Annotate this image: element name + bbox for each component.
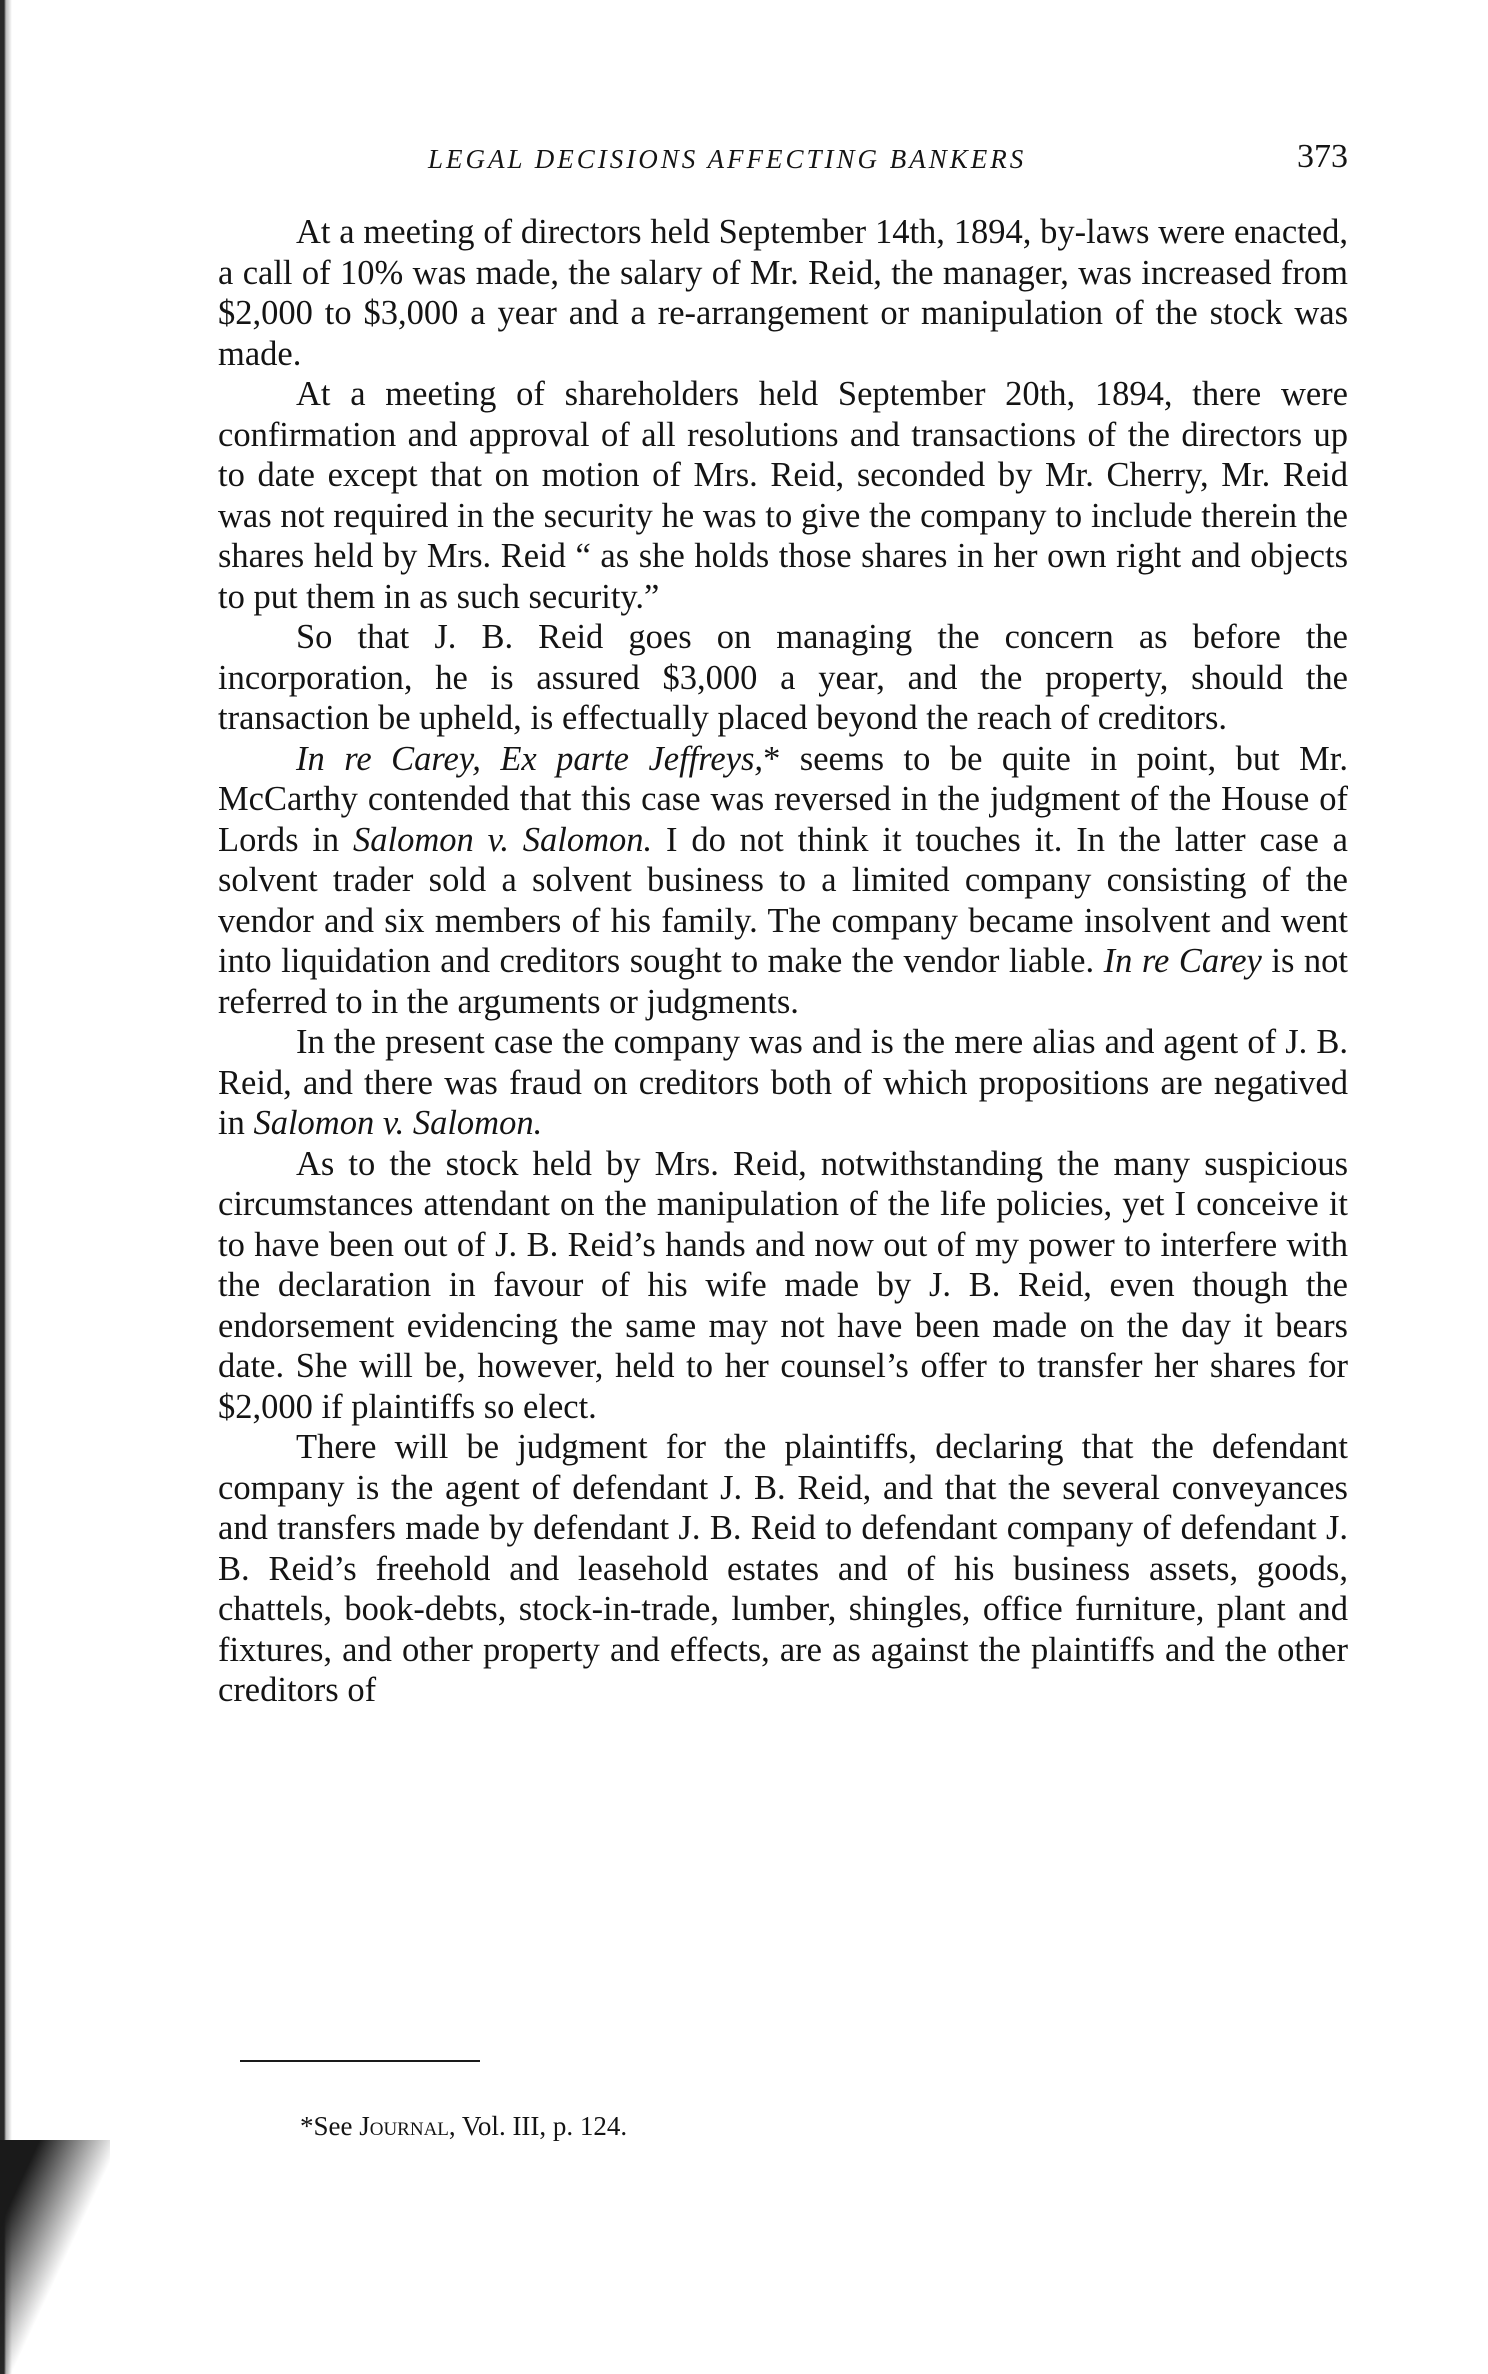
- paragraph-text: is not referred to in the arguments or judgments.: [218, 942, 1348, 1021]
- italic-text: Salomon v. Salomon.: [253, 1104, 543, 1142]
- paragraph-text: At a meeting of shareholders held September 20th, 1894, there were confirmation and approval of all resolutions and transactions of the directors up to date except that on motion of Mrs. Reid, seconded by Mr. Cherry, Mr. Reid was not required in the security he was to give the company to include therein the shares held by Mrs. Reid “ as she holds those shares in her own right and objects to put them in as such security.”: [218, 375, 1348, 616]
- paragraph-text: As to the stock held by Mrs. Reid, notwithstanding the many suspicious circumstances attendant on the manipulation of the life policies, yet I conceive it to have been out of J. B. Reid’s hands and now out of my power to interfere with the declaration in favour of his wife made by J. B. Reid, even though the endorsement evidencing the same may not have been made on the day it bears date. She will be, however, held to her counsel’s offer to transfer her shares for $2,000 if plaintiffs so elect.: [218, 1144, 1348, 1426]
- page-binding-edge: [0, 0, 12, 2374]
- footnote-rest: , Vol. III, p. 124.: [448, 2111, 628, 2141]
- paragraph-text: There will be judgment for the plaintiffs, declaring that the defendant company is the agent of defendant J. B. Reid, and that the several conveyances and transfers made by defendant J. B. Reid to defendant company of defendant J. B. Reid’s freehold and leasehold estates and of his business assets, goods, chattels, book-debts, stock-in-trade, lumber, shingles, office furniture, plant and fixtures, and other property and effects, are as against the plaintiffs and the other creditors of: [218, 1428, 1348, 1709]
- paragraph-text: So that J. B. Reid goes on managing the concern as before the incorporation, he is assured $3,000 a year, and the property, should the transaction be upheld, is effectually placed beyond the reach of creditors.: [218, 618, 1348, 737]
- running-head: [218, 138, 1348, 188]
- footnote-journal: Journal: [359, 2111, 449, 2141]
- italic-text: In re Carey, Ex parte Jeffreys,: [296, 739, 764, 778]
- paragraph: [218, 374, 1348, 617]
- paragraph-text: In the present case the company was and is the mere alias and agent of J. B. Reid, and there was fraud on creditors both of which propositions are negatived in: [218, 1023, 1348, 1142]
- italic-text: In re Carey: [1103, 942, 1262, 980]
- footnote-prefix: *See: [300, 2111, 360, 2141]
- page-number: 373: [1297, 138, 1348, 175]
- paragraph: [218, 212, 1348, 374]
- page-binding-shadow: [0, 2140, 110, 2374]
- paragraph: [218, 739, 1348, 1023]
- footnote-rule: [240, 2060, 480, 2062]
- paragraph: [218, 1144, 1348, 1428]
- paragraph: [218, 1427, 1348, 1711]
- paragraph: [218, 617, 1348, 739]
- running-title: LEGAL DECISIONS AFFECTING BANKERS: [428, 144, 1027, 174]
- paragraph: [218, 1022, 1348, 1144]
- paragraph-text: I do not think it touches it. In the latter case a solvent trader sold a solvent business to a limited company consisting of the vendor and six members of his family. The company became insolvent and went into liquidation and creditors sought to make the vendor liable.: [218, 820, 1348, 980]
- footnote: [300, 2110, 627, 2142]
- paragraph-text: * seems to be quite in point, but Mr. McCarthy contended that this case was reversed in the judgment of the House of Lords in: [218, 739, 1349, 859]
- body-text: [218, 212, 1348, 1711]
- italic-text: Salomon v. Salomon.: [353, 820, 653, 859]
- paragraph-text: At a meeting of directors held September 14th, 1894, by-laws were enacted, a call of 10% was made, the salary of Mr. Reid, the manager, was increased from $2,000 to $3,000 a year and a re-arrangement or manipulation of the stock was made.: [218, 213, 1348, 373]
